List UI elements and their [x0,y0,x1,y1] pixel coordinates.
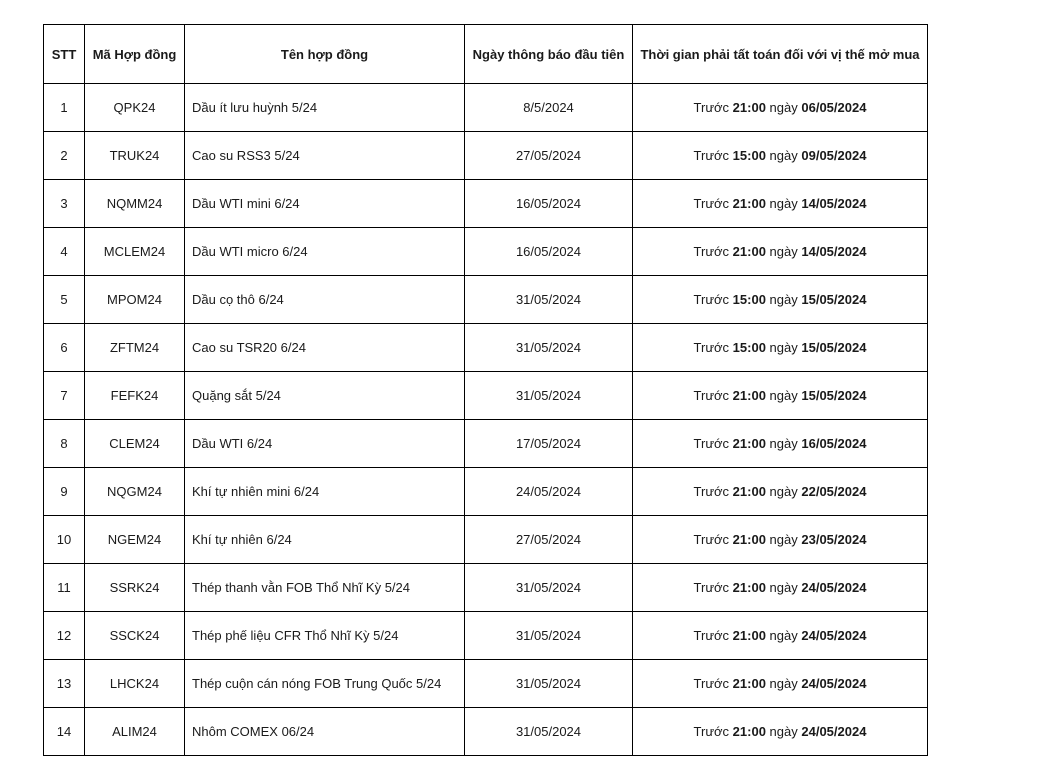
cell-stt: 2 [44,132,85,180]
cell-stt: 8 [44,420,85,468]
cell-contract-code: MPOM24 [85,276,185,324]
deadline-before-label: Trước [693,340,730,355]
cell-settlement-deadline [633,324,928,372]
cell-settlement-deadline [633,180,928,228]
cell-first-notice-date: 27/05/2024 [465,132,633,180]
cell-contract-name: Dầu ít lưu huỳnh 5/24 [185,84,465,132]
cell-stt: 4 [44,228,85,276]
cell-contract-name: Cao su TSR20 6/24 [185,324,465,372]
table-row [44,84,928,132]
contract-table-container [43,24,928,756]
cell-contract-code: QPK24 [85,84,185,132]
deadline-time: 21:00 [732,100,766,115]
cell-contract-code: MCLEM24 [85,228,185,276]
cell-first-notice-date: 31/05/2024 [465,612,633,660]
deadline-date: 15/05/2024 [801,292,867,307]
table-row [44,324,928,372]
deadline-date: 22/05/2024 [801,484,867,499]
cell-first-notice-date: 16/05/2024 [465,180,633,228]
cell-first-notice-date: 31/05/2024 [465,564,633,612]
cell-stt: 3 [44,180,85,228]
header-first-notice-date: Ngày thông báo đầu tiên [465,25,633,84]
cell-settlement-deadline [633,420,928,468]
cell-settlement-deadline [633,468,928,516]
deadline-before-label: Trước [693,676,730,691]
deadline-before-label: Trước [693,292,730,307]
cell-contract-code: NQMM24 [85,180,185,228]
deadline-before-label: Trước [693,724,730,739]
deadline-day-label: ngày [769,148,798,163]
cell-settlement-deadline [633,84,928,132]
table-row [44,132,928,180]
table-row [44,276,928,324]
deadline-day-label: ngày [769,196,798,211]
deadline-before-label: Trước [693,580,730,595]
cell-stt: 9 [44,468,85,516]
deadline-date: 23/05/2024 [801,532,867,547]
deadline-before-label: Trước [693,388,730,403]
cell-stt: 7 [44,372,85,420]
contract-settlement-table [43,24,928,756]
deadline-day-label: ngày [769,676,798,691]
cell-contract-code: ZFTM24 [85,324,185,372]
cell-contract-name: Dầu WTI mini 6/24 [185,180,465,228]
deadline-time: 21:00 [732,580,766,595]
table-row [44,420,928,468]
cell-stt: 10 [44,516,85,564]
cell-contract-name: Thép thanh vằn FOB Thổ Nhĩ Kỳ 5/24 [185,564,465,612]
cell-stt: 12 [44,612,85,660]
table-row [44,468,928,516]
deadline-date: 09/05/2024 [801,148,867,163]
cell-first-notice-date: 31/05/2024 [465,276,633,324]
cell-contract-name: Khí tự nhiên mini 6/24 [185,468,465,516]
table-row [44,372,928,420]
deadline-day-label: ngày [769,244,798,259]
table-row [44,516,928,564]
deadline-date: 14/05/2024 [801,244,867,259]
deadline-before-label: Trước [693,628,730,643]
cell-stt: 5 [44,276,85,324]
cell-first-notice-date: 31/05/2024 [465,660,633,708]
cell-stt: 1 [44,84,85,132]
table-row [44,612,928,660]
cell-settlement-deadline [633,708,928,756]
deadline-time: 21:00 [732,436,766,451]
header-contract-name: Tên hợp đồng [185,25,465,84]
deadline-time: 21:00 [732,484,766,499]
deadline-time: 21:00 [732,532,766,547]
deadline-before-label: Trước [693,196,730,211]
deadline-day-label: ngày [769,580,798,595]
deadline-before-label: Trước [693,100,730,115]
deadline-day-label: ngày [769,532,798,547]
cell-first-notice-date: 17/05/2024 [465,420,633,468]
deadline-date: 24/05/2024 [801,724,867,739]
cell-contract-name: Thép phế liệu CFR Thổ Nhĩ Kỳ 5/24 [185,612,465,660]
cell-settlement-deadline [633,564,928,612]
table-row [44,708,928,756]
cell-contract-name: Dầu WTI 6/24 [185,420,465,468]
deadline-time: 21:00 [732,628,766,643]
cell-contract-name: Cao su RSS3 5/24 [185,132,465,180]
table-row [44,180,928,228]
table-row [44,228,928,276]
cell-settlement-deadline [633,276,928,324]
deadline-date: 24/05/2024 [801,676,867,691]
deadline-before-label: Trước [693,148,730,163]
table-header-row [44,25,928,84]
table-body [44,84,928,756]
deadline-day-label: ngày [769,724,798,739]
deadline-date: 16/05/2024 [801,436,867,451]
cell-stt: 6 [44,324,85,372]
header-settlement-deadline: Thời gian phải tất toán đối với vị thế mở mua [633,25,928,84]
deadline-time: 21:00 [732,388,766,403]
cell-settlement-deadline [633,228,928,276]
deadline-day-label: ngày [769,436,798,451]
cell-settlement-deadline [633,516,928,564]
deadline-date: 24/05/2024 [801,628,867,643]
deadline-day-label: ngày [769,292,798,307]
cell-contract-code: NQGM24 [85,468,185,516]
deadline-time: 21:00 [732,724,766,739]
cell-settlement-deadline [633,132,928,180]
cell-contract-code: TRUK24 [85,132,185,180]
cell-contract-name: Quặng sắt 5/24 [185,372,465,420]
deadline-day-label: ngày [769,100,798,115]
deadline-before-label: Trước [693,532,730,547]
deadline-time: 15:00 [732,292,766,307]
cell-settlement-deadline [633,372,928,420]
cell-contract-code: ALIM24 [85,708,185,756]
cell-contract-code: NGEM24 [85,516,185,564]
cell-contract-name: Dầu WTI micro 6/24 [185,228,465,276]
deadline-day-label: ngày [769,484,798,499]
cell-contract-name: Thép cuộn cán nóng FOB Trung Quốc 5/24 [185,660,465,708]
cell-first-notice-date: 24/05/2024 [465,468,633,516]
header-stt: STT [44,25,85,84]
table-row [44,564,928,612]
cell-contract-name: Nhôm COMEX 06/24 [185,708,465,756]
deadline-time: 21:00 [732,196,766,211]
deadline-day-label: ngày [769,340,798,355]
deadline-day-label: ngày [769,628,798,643]
deadline-time: 15:00 [732,340,766,355]
deadline-date: 14/05/2024 [801,196,867,211]
deadline-date: 24/05/2024 [801,580,867,595]
deadline-time: 15:00 [732,148,766,163]
cell-first-notice-date: 31/05/2024 [465,372,633,420]
cell-contract-code: LHCK24 [85,660,185,708]
deadline-date: 06/05/2024 [801,100,867,115]
deadline-before-label: Trước [693,436,730,451]
cell-first-notice-date: 8/5/2024 [465,84,633,132]
deadline-time: 21:00 [732,676,766,691]
cell-contract-name: Khí tự nhiên 6/24 [185,516,465,564]
deadline-date: 15/05/2024 [801,340,867,355]
cell-contract-name: Dầu cọ thô 6/24 [185,276,465,324]
cell-first-notice-date: 31/05/2024 [465,708,633,756]
header-contract-code: Mã Hợp đồng [85,25,185,84]
deadline-before-label: Trước [693,484,730,499]
deadline-day-label: ngày [769,388,798,403]
cell-settlement-deadline [633,660,928,708]
cell-first-notice-date: 27/05/2024 [465,516,633,564]
cell-first-notice-date: 16/05/2024 [465,228,633,276]
deadline-date: 15/05/2024 [801,388,867,403]
deadline-time: 21:00 [732,244,766,259]
table-row [44,660,928,708]
cell-stt: 11 [44,564,85,612]
cell-contract-code: CLEM24 [85,420,185,468]
cell-contract-code: SSCK24 [85,612,185,660]
cell-contract-code: SSRK24 [85,564,185,612]
cell-stt: 13 [44,660,85,708]
deadline-before-label: Trước [693,244,730,259]
cell-first-notice-date: 31/05/2024 [465,324,633,372]
cell-stt: 14 [44,708,85,756]
cell-settlement-deadline [633,612,928,660]
cell-contract-code: FEFK24 [85,372,185,420]
